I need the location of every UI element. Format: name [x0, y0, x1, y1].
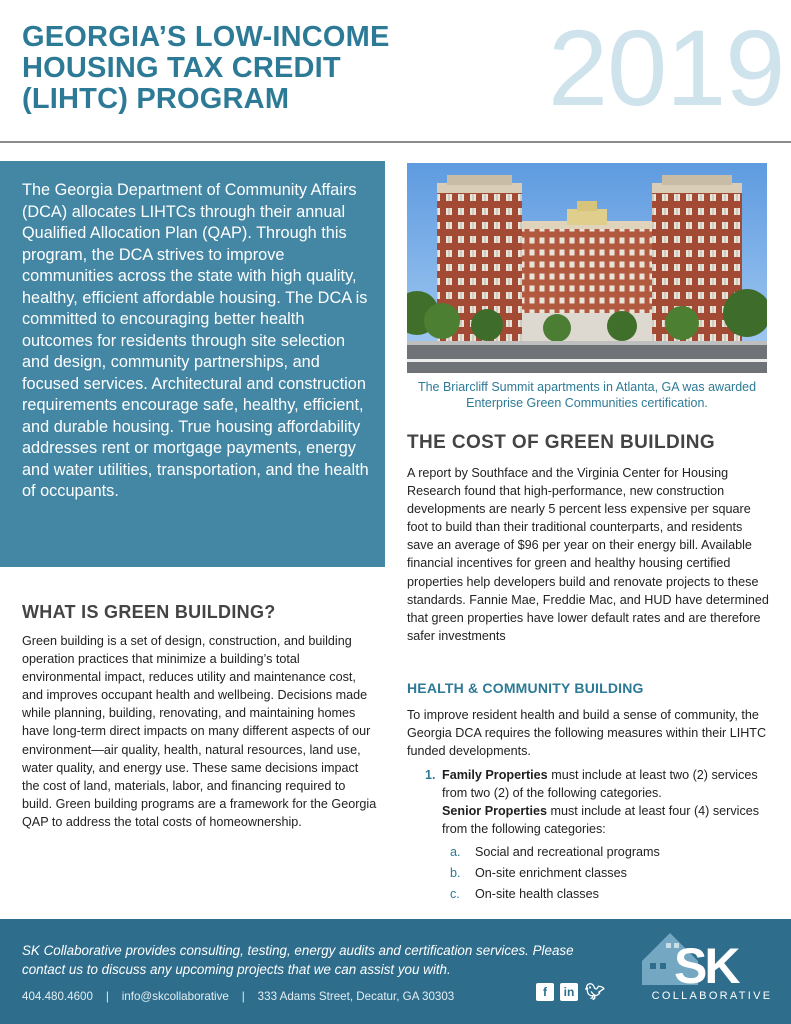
year-label: 2019: [548, 7, 785, 128]
list-item: [450, 863, 770, 884]
separator: |: [241, 990, 245, 1003]
health-heading: HEALTH & COMMUNITY BUILDING: [407, 680, 644, 696]
intro-text: The Georgia Department of Community Affairs (DCA) allocates LIHTCs through their annual Qualified Allocation Plan (QAP). Through this program, the DCA strives to improve communities across the state with high quality, healthy, efficient affordable housing. The DCA is committed to encouraging better health outcomes for residents through site selection and design, community partnerships, and focused services. Architectural and construction requirements encourage safe, healthy, efficient, and durable housing. True housing affordability addresses rent or mortgage payments, energy and water utilities, transportation, and the health of occupants.: [22, 181, 369, 500]
category-letter: a.: [450, 845, 461, 860]
list-item: [450, 842, 770, 863]
category-letter: c.: [450, 887, 460, 902]
family-label: Family Properties: [442, 768, 548, 782]
green-building-heading: WHAT IS GREEN BUILDING?: [22, 602, 276, 622]
separator: |: [105, 990, 109, 1003]
address: 333 Adams Street, Decatur, GA 30303: [257, 990, 455, 1003]
list-item: [450, 884, 770, 905]
category-text: On-site health classes: [475, 887, 599, 902]
family-text: must include at least two (2) services from two (2) of the following categories.: [442, 768, 758, 801]
linkedin-icon[interactable]: in: [560, 983, 578, 1001]
svg-text:SK: SK: [674, 938, 738, 994]
senior-text: must include at least four (4) services from the following categories:: [442, 804, 760, 837]
header-divider: [0, 141, 791, 143]
page-title: [22, 22, 492, 115]
green-building-body: Green building is a set of design, construction, and building operation practices that minimize a building’s total environmental impact, reduces utility and maintenance cost, and improves occupant health and wellbeing. Decisions made while planning, building, renovating, and maintaining homes have long-term direct impacts on many different aspects of our environment—air quality, health, natural resources, land use, water quality, and energy use. These same decisions impact the cost of land, materials, labor, and financing required to build. Green building programs are a framework for the Georgia QAP to address the total costs of homeownership.: [22, 634, 377, 829]
cost-heading: THE COST OF GREEN BUILDING: [407, 432, 716, 453]
category-text: On-site enrichment classes: [475, 866, 627, 881]
category-list: [450, 842, 770, 905]
senior-label: Senior Properties: [442, 804, 547, 819]
requirements-list: [425, 766, 770, 905]
social-links: [536, 983, 606, 1001]
footer-contact: [22, 990, 454, 1003]
email-link[interactable]: info@skcollaborative: [121, 990, 229, 1003]
twitter-icon[interactable]: 🐦︎: [584, 984, 606, 1001]
title-line-1: GEORGIA’S LOW-INCOME: [22, 21, 390, 53]
sk-collaborative-logo: [630, 919, 791, 1024]
health-intro: To improve resident health and build a sense of community, the Georgia DCA requires the following measures within their LIHTC funded developments.: [407, 708, 767, 759]
logo-subtext: COLLABORATIVE: [651, 990, 773, 1002]
building-photo: [407, 163, 767, 373]
title-line-3: (LIHTC) PROGRAM: [22, 83, 290, 115]
category-text: Social and recreational programs: [475, 845, 660, 860]
footer-message: SK Collaborative provides consulting, testing, energy audits and certification services. Please contact us to discuss any upcoming projects that we can assist you with.: [22, 943, 574, 977]
category-letter: b.: [450, 866, 461, 881]
item-number: 1.: [425, 768, 436, 782]
photo-caption: The Briarcliff Summit apartments in Atlanta, GA was awarded Enterprise Green Communities certification.: [417, 380, 757, 410]
title-line-2: HOUSING TAX CREDIT: [22, 52, 341, 84]
item-content: [442, 766, 770, 905]
facebook-icon[interactable]: f: [536, 983, 554, 1001]
phone-number[interactable]: 404.480.4600: [22, 990, 93, 1003]
cost-body: A report by Southface and the Virginia Center for Housing Research found that high-performance, new construction developments are nearly 5 percent less expensive per square foot to build than their traditional counterparts, and residents save an average of $96 per year on their energy bill. Available financial incentives for green and healthy housing certified properties help developers build and renovate projects to these standards. Fannie Mae, Freddie Mac, and HUD have determined that green properties have lower default rates and are therefore safer investments: [407, 466, 769, 643]
list-item: [425, 766, 770, 905]
